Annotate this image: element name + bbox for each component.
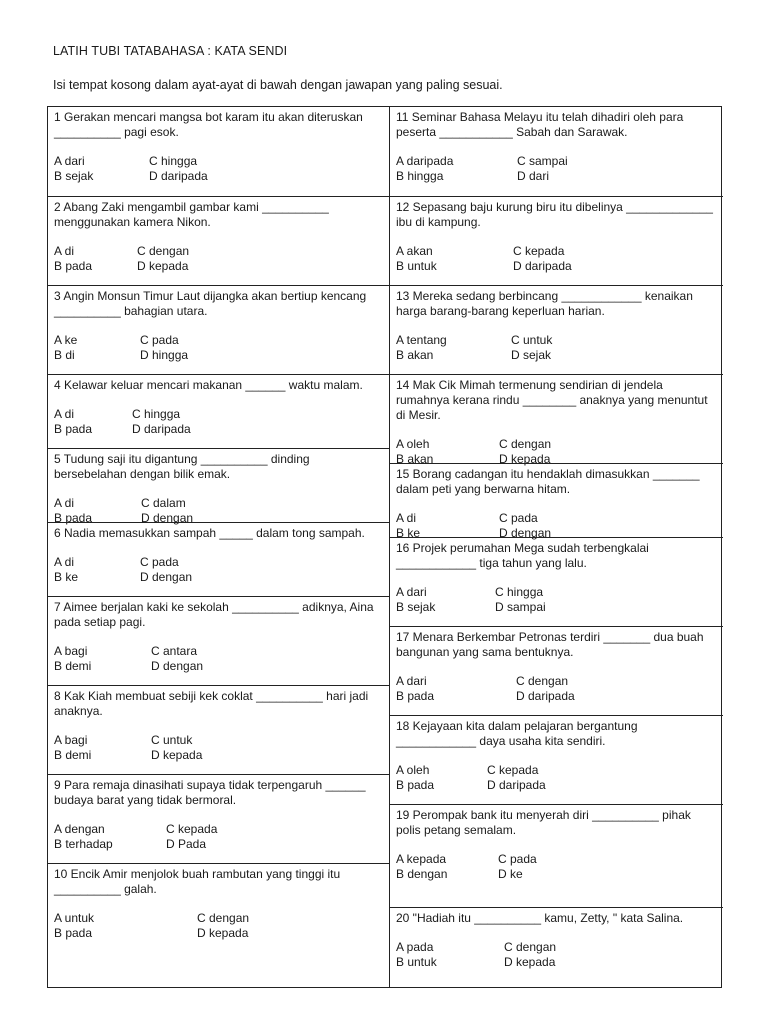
question-1	[48, 107, 389, 196]
option-c: C dengan	[197, 911, 250, 925]
option-c: C kepada	[513, 244, 565, 258]
answer-options	[54, 733, 383, 763]
question-20	[390, 907, 723, 989]
answer-options	[396, 154, 717, 184]
option-a: A dari	[396, 585, 427, 599]
answer-options	[396, 674, 717, 704]
option-d: D dengan	[499, 526, 552, 540]
question-table	[47, 106, 722, 988]
option-c: C pada	[140, 555, 179, 569]
option-d: D kepada	[151, 748, 203, 762]
question-text: 17 Menara Berkembar Petronas terdiri _______ dua buah bangunan yang sama bentuknya.	[396, 630, 704, 659]
answer-options	[54, 555, 383, 585]
option-b: B pada	[396, 689, 435, 703]
question-9	[48, 774, 389, 863]
question-2	[48, 196, 389, 285]
question-text: 20 "Hadiah itu __________ kamu, Zetty, " kata Salina.	[396, 911, 684, 925]
question-4	[48, 374, 389, 448]
question-19	[390, 804, 723, 907]
question-text: 12 Sepasang baju kurung biru itu dibelinya _____________ ibu di kampung.	[396, 200, 713, 229]
question-text: 18 Kejayaan kita dalam pelajaran bergantung ____________ daya usaha kita sendiri.	[396, 719, 638, 748]
option-a: A di	[54, 555, 75, 569]
question-text: 13 Mereka sedang berbincang ____________ kenaikan harga barang-barang keperluan harian.	[396, 289, 693, 318]
page-title: LATIH TUBI TATABAHASA : KATA SENDI	[53, 44, 288, 58]
right-column	[390, 107, 723, 987]
option-a: A kepada	[396, 852, 447, 866]
answer-options	[396, 585, 717, 615]
question-7	[48, 596, 389, 685]
option-c: C untuk	[151, 733, 193, 747]
option-a: A untuk	[54, 911, 95, 925]
option-c: C hingga	[495, 585, 544, 599]
option-b: B pada	[54, 259, 93, 273]
question-16	[390, 537, 723, 626]
option-b: B pada	[396, 778, 435, 792]
option-b: B ke	[396, 526, 421, 540]
answer-options	[396, 852, 717, 882]
option-a: A di	[396, 511, 417, 525]
option-a: A tentang	[396, 333, 447, 347]
option-b: B sejak	[54, 169, 94, 183]
answer-options	[396, 940, 717, 970]
option-c: C dengan	[516, 674, 569, 688]
option-d: D kepada	[197, 926, 249, 940]
question-text: 10 Encik Amir menjolok buah rambutan yang tinggi itu __________ galah.	[54, 867, 341, 896]
option-a: A bagi	[54, 733, 88, 747]
option-b: B hingga	[396, 169, 444, 183]
option-b: B pada	[54, 926, 93, 940]
question-text: 19 Perompak bank itu menyerah diri __________ pihak polis petang semalam.	[396, 808, 691, 837]
question-18	[390, 715, 723, 804]
option-a: A oleh	[396, 437, 430, 451]
question-17	[390, 626, 723, 715]
option-d: D kepada	[504, 955, 556, 969]
option-d: D sampai	[495, 600, 546, 614]
option-b: B dengan	[396, 867, 448, 881]
option-a: A di	[54, 407, 75, 421]
option-a: A di	[54, 496, 75, 510]
answer-options	[396, 763, 717, 793]
option-b: B terhadap	[54, 837, 113, 851]
option-a: A daripada	[396, 154, 454, 168]
option-c: C kepada	[166, 822, 218, 836]
question-text: 14 Mak Cik Mimah termenung sendirian di jendela rumahnya kerana rindu ________ anaknya yang menuntut di Mesir.	[396, 378, 708, 422]
question-text: 9 Para remaja dinasihati supaya tidak terpengaruh ______ budaya barat yang tidak bermoral.	[54, 778, 366, 807]
instruction-text: Isi tempat kosong dalam ayat-ayat di bawah dengan jawapan yang paling sesuai.	[53, 78, 503, 92]
question-text: 1 Gerakan mencari mangsa bot karam itu akan diteruskan __________ pagi esok.	[54, 110, 363, 139]
answer-options	[54, 911, 383, 941]
option-a: A dengan	[54, 822, 105, 836]
option-d: D kepada	[499, 452, 551, 466]
option-d: D dengan	[141, 511, 194, 525]
option-d: D Pada	[166, 837, 207, 851]
option-a: A akan	[396, 244, 433, 258]
option-b: B untuk	[396, 955, 437, 969]
option-b: B untuk	[396, 259, 437, 273]
option-a: A dari	[54, 154, 85, 168]
answer-options	[54, 244, 383, 274]
option-a: A dari	[396, 674, 427, 688]
question-15	[390, 463, 723, 540]
answer-options	[54, 154, 383, 184]
question-text: 3 Angin Monsun Timur Laut dijangka akan bertiup kencang __________ bahagian utara.	[54, 289, 367, 318]
option-a: A ke	[54, 333, 78, 347]
option-a: A bagi	[54, 644, 88, 658]
question-3	[48, 285, 389, 374]
option-c: C dengan	[137, 244, 190, 258]
question-8	[48, 685, 389, 774]
option-c: C hingga	[149, 154, 198, 168]
question-text: 2 Abang Zaki mengambil gambar kami __________ menggunakan kamera Nikon.	[54, 200, 329, 229]
question-text: 6 Nadia memasukkan sampah _____ dalam tong sampah.	[54, 526, 365, 540]
option-d: D dengan	[140, 570, 193, 584]
option-b: B akan	[396, 348, 434, 362]
option-b: B pada	[54, 422, 93, 436]
option-c: C dalam	[141, 496, 186, 510]
question-5	[48, 448, 389, 525]
option-a: A oleh	[396, 763, 430, 777]
option-b: B ke	[54, 570, 79, 584]
option-b: B pada	[54, 511, 93, 525]
option-b: B akan	[396, 452, 434, 466]
option-b: B demi	[54, 659, 92, 673]
option-c: C sampai	[517, 154, 568, 168]
option-d: D ke	[498, 867, 523, 881]
option-a: A pada	[396, 940, 434, 954]
question-6	[48, 522, 389, 596]
question-text: 11 Seminar Bahasa Melayu itu telah dihadiri oleh para peserta ___________ Sabah dan Sarawak.	[396, 110, 684, 139]
question-text: 8 Kak Kiah membuat sebiji kek coklat __________ hari jadi anaknya.	[54, 689, 369, 718]
question-13	[390, 285, 723, 374]
option-d: D sejak	[511, 348, 552, 362]
answer-options	[54, 407, 383, 437]
left-column	[48, 107, 389, 987]
option-d: D daripada	[513, 259, 572, 273]
answer-options	[396, 333, 717, 363]
option-b: B di	[54, 348, 75, 362]
option-c: C pada	[140, 333, 179, 347]
answer-options	[54, 333, 383, 363]
option-c: C pada	[498, 852, 537, 866]
option-d: D hingga	[140, 348, 189, 362]
option-c: C pada	[499, 511, 538, 525]
question-11	[390, 107, 723, 196]
question-14	[390, 374, 723, 466]
option-c: C antara	[151, 644, 198, 658]
option-a: A di	[54, 244, 75, 258]
question-text: 5 Tudung saji itu digantung __________ dinding bersebelahan dengan bilik emak.	[54, 452, 310, 481]
answer-options	[396, 244, 717, 274]
option-d: D daripada	[149, 169, 208, 183]
option-b: B demi	[54, 748, 92, 762]
question-12	[390, 196, 723, 285]
option-c: C untuk	[511, 333, 553, 347]
answer-options	[54, 644, 383, 674]
question-text: 7 Aimee berjalan kaki ke sekolah __________ adiknya, Aina pada setiap pagi.	[54, 600, 374, 629]
option-d: D daripada	[132, 422, 191, 436]
option-c: C kepada	[487, 763, 539, 777]
answer-options	[54, 822, 383, 852]
option-d: D dengan	[151, 659, 204, 673]
option-d: D kepada	[137, 259, 189, 273]
question-text: 4 Kelawar keluar mencari makanan ______ waktu malam.	[54, 378, 363, 392]
option-d: D daripada	[487, 778, 546, 792]
question-text: 15 Borang cadangan itu hendaklah dimasukkan _______ dalam peti yang berwarna hitam.	[396, 467, 700, 496]
option-d: D dari	[517, 169, 550, 183]
option-c: C dengan	[504, 940, 557, 954]
question-text: 16 Projek perumahan Mega sudah terbengkalai ____________ tiga tahun yang lalu.	[396, 541, 649, 570]
option-c: C hingga	[132, 407, 181, 421]
option-d: D daripada	[516, 689, 575, 703]
question-10	[48, 863, 389, 989]
option-b: B sejak	[396, 600, 436, 614]
option-c: C dengan	[499, 437, 552, 451]
